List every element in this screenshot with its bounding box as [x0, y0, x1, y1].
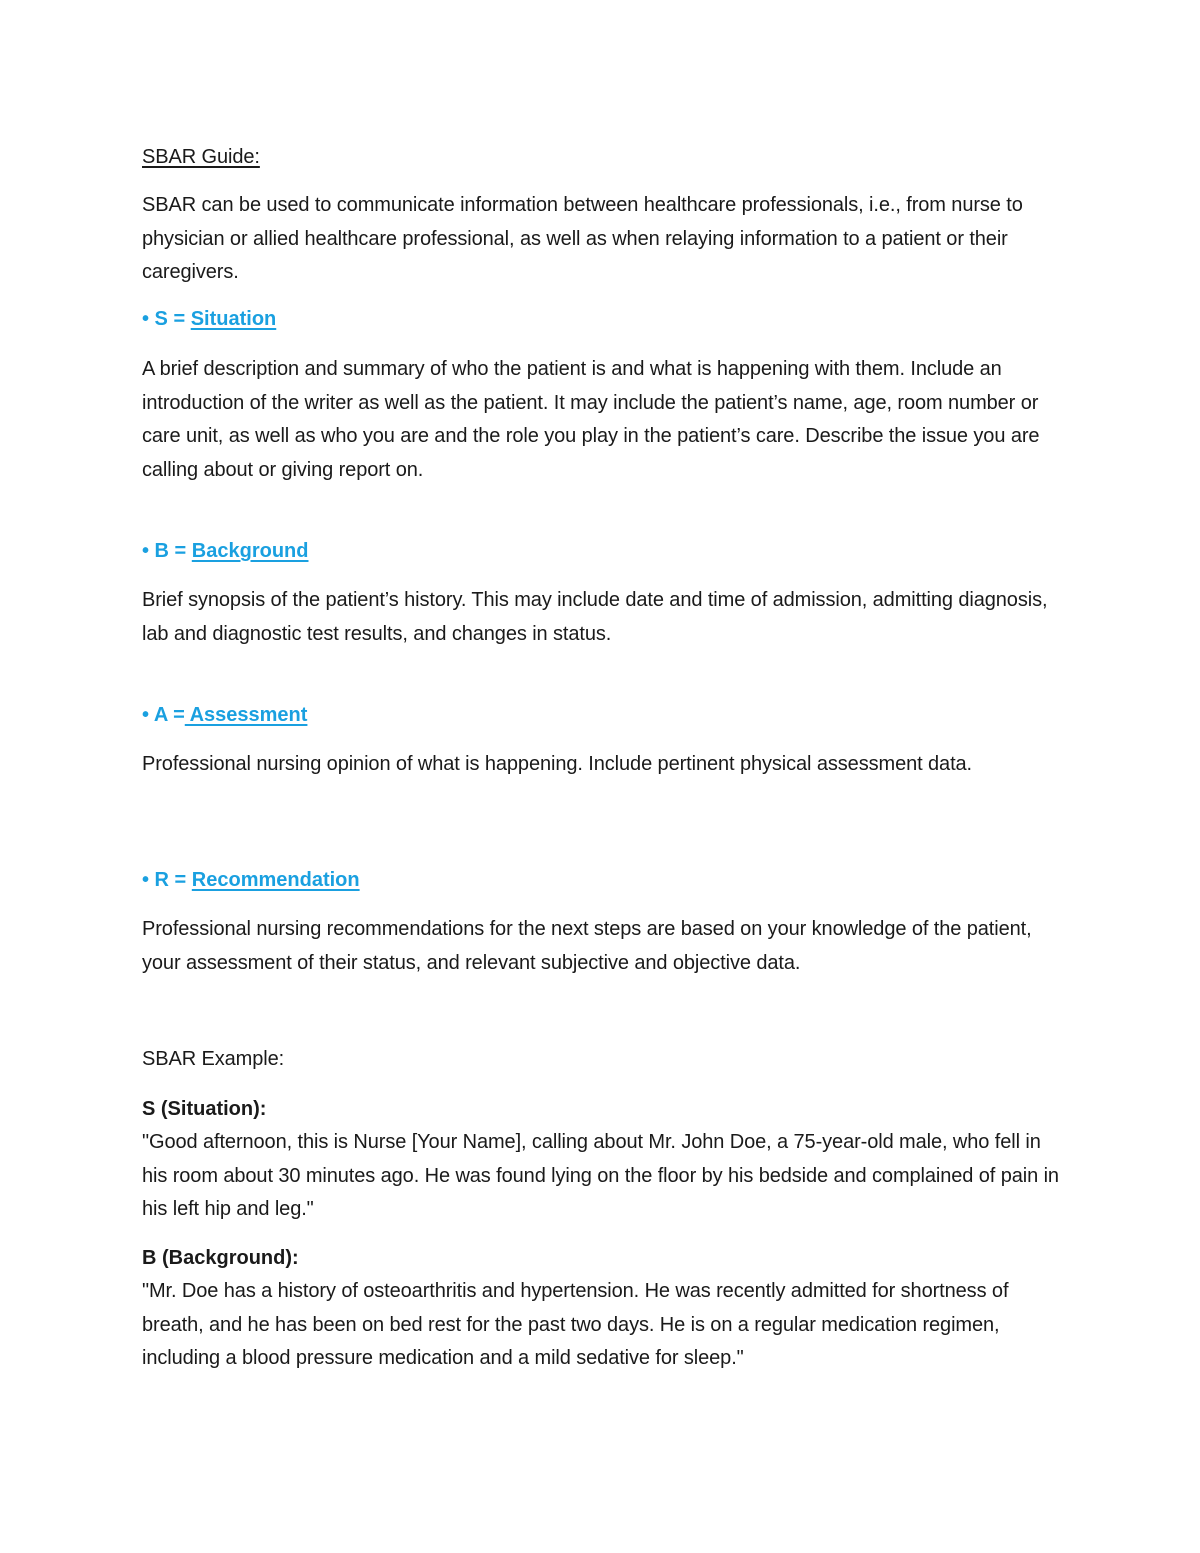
section-prefix: • B =	[142, 540, 192, 562]
section-prefix: • R =	[142, 869, 192, 891]
example-title: SBAR Example:	[142, 1048, 285, 1070]
section-text-situation: A brief description and summary of who the patient is and what is happening with them. Include an introduction of the writer as well as the patient. It may include the patient’s name, age, room number or care unit, as well as who you are and the role you play in the patient’s care. Describe the issue you are calling about or giving report on.	[142, 358, 1040, 481]
guide-title: SBAR Guide:	[142, 146, 260, 168]
example-label-situation: S (Situation):	[142, 1098, 267, 1120]
guide-intro: SBAR can be used to communicate information between healthcare professionals, i.e., from nurse to physician or allied healthcare professional, as well as when relaying information to a patient or their caregivers.	[142, 194, 1023, 283]
section-heading-assessment	[142, 699, 1062, 733]
section-prefix: • A =	[142, 704, 185, 726]
recommendation-link[interactable]: Recommendation	[191, 869, 360, 891]
section-heading-recommendation	[142, 864, 1062, 898]
assessment-link[interactable]: Assessment	[184, 704, 308, 726]
section-heading-situation	[142, 303, 1062, 337]
situation-link[interactable]: Situation	[190, 308, 277, 330]
background-link[interactable]: Background	[191, 540, 309, 562]
section-heading-background	[142, 535, 1062, 569]
example-text-situation: "Good afternoon, this is Nurse [Your Name], calling about Mr. John Doe, a 75-year-old male, who fell in his room about 30 minutes ago. He was found lying on the floor by his bedside and complained of pain in his left hip and leg."	[142, 1131, 1059, 1220]
section-text-background: Brief synopsis of the patient’s history. This may include date and time of admission, admitting diagnosis, lab and diagnostic test results, and changes in status.	[142, 589, 1048, 645]
section-text-assessment: Professional nursing opinion of what is happening. Include pertinent physical assessment data.	[142, 753, 973, 775]
section-text-recommendation: Professional nursing recommendations for the next steps are based on your knowledge of the patient, your assessment of their status, and relevant subjective and objective data.	[142, 918, 1032, 974]
section-prefix: • S =	[142, 308, 191, 330]
example-text-background: "Mr. Doe has a history of osteoarthritis and hypertension. He was recently admitted for shortness of breath, and he has been on bed rest for the past two days. He is on a regular medication regimen, including a blood pressure medication and a mild sedative for sleep."	[142, 1280, 1009, 1369]
example-label-background: B (Background):	[142, 1247, 299, 1269]
